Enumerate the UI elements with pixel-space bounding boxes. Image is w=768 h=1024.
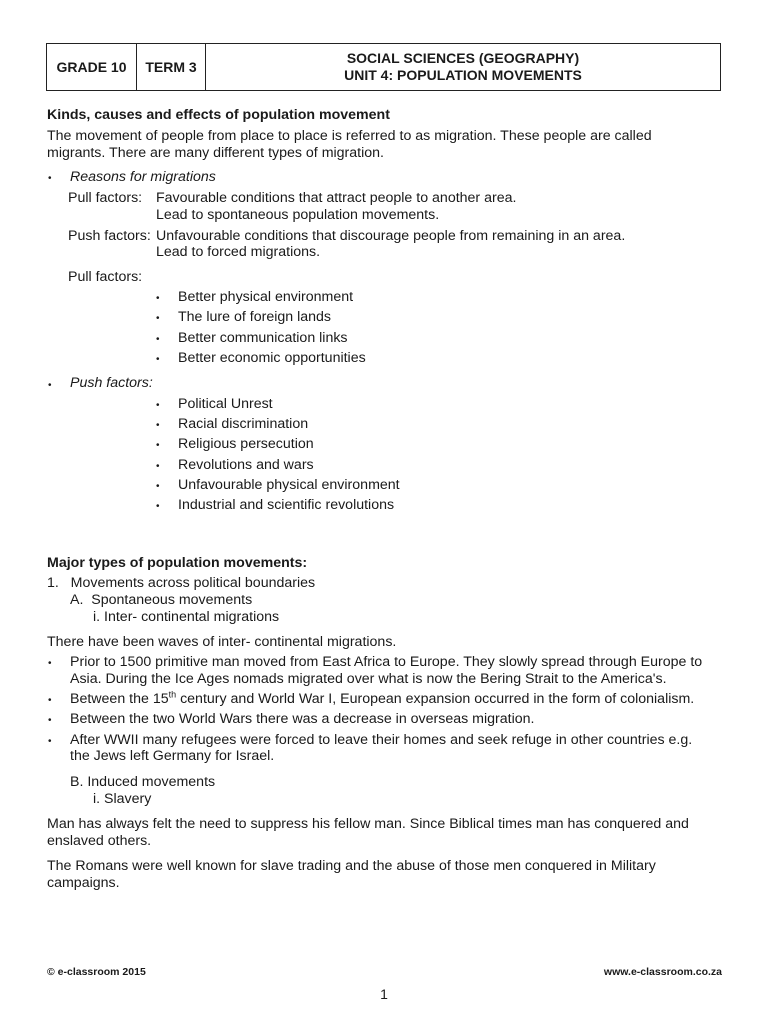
footer-copyright: © e-classroom 2015: [47, 966, 146, 978]
list-item: Political Unrest: [178, 396, 273, 412]
pull-label: Pull factors:: [68, 190, 143, 206]
pull-definition-1: Favourable conditions that attract people to another area.: [156, 190, 517, 206]
paragraph1-line1: Man has always felt the need to suppress his fellow man. Since Biblical times man has conquered and: [47, 816, 689, 832]
list-item: Revolutions and wars: [178, 457, 314, 473]
bullet4-line2: the Jews left Germany for Israel.: [70, 748, 275, 764]
bullet-icon: •: [48, 695, 52, 706]
item-a: A. Spontaneous movements: [70, 592, 253, 608]
list-item: Better communication links: [178, 330, 348, 346]
bullet1-line2: Asia. During the Ice Ages nomads migrated over what is now the Bering Strait to the America's.: [70, 671, 667, 687]
item-b-i: i. Slavery: [93, 791, 152, 807]
header-table: [46, 43, 721, 91]
grade-cell: GRADE 10: [47, 44, 137, 90]
intro-line-2: migrants. There are many different types of migration.: [47, 145, 384, 161]
bullet2: [70, 691, 694, 708]
bullet-icon: •: [156, 440, 160, 451]
list-item: Racial discrimination: [178, 416, 309, 432]
bullet-icon: •: [156, 354, 160, 365]
bullet4-line1: After WWII many refugees were forced to leave their homes and seek refuge in other countries e.g.: [70, 732, 693, 748]
section1-heading: Kinds, causes and effects of population movement: [47, 107, 390, 123]
item-b: B. Induced movements: [70, 774, 216, 790]
bullet-icon: •: [48, 736, 52, 747]
paragraph1-line2: enslaved others.: [47, 833, 152, 849]
bullet-icon: •: [48, 715, 52, 726]
bullet-icon: •: [48, 658, 52, 669]
bullet-icon: •: [156, 334, 160, 345]
bullet1-line1: Prior to 1500 primitive man moved from East Africa to Europe. They slowly spread through Europe to: [70, 654, 703, 670]
list-item: Better economic opportunities: [178, 350, 366, 366]
push-list-label: Push factors:: [70, 375, 153, 391]
paragraph2-line2: campaigns.: [47, 875, 120, 891]
list-item: Unfavourable physical environment: [178, 477, 400, 493]
bullet-icon: •: [156, 293, 160, 304]
section2-heading: Major types of population movements:: [47, 555, 308, 571]
list-item: Religious persecution: [178, 436, 314, 452]
subject-title: SOCIAL SCIENCES (GEOGRAPHY): [346, 50, 580, 66]
waves-text: There have been waves of inter- continental migrations.: [47, 634, 397, 650]
bullet-icon: •: [156, 461, 160, 472]
item-1: 1. Movements across political boundaries: [47, 575, 316, 591]
list-item: The lure of foreign lands: [178, 309, 332, 325]
bullet-icon: •: [48, 380, 52, 391]
pull-list-label: Pull factors:: [68, 269, 143, 285]
bullet-icon: •: [48, 173, 52, 184]
footer-website: www.e-classroom.co.za: [603, 966, 722, 978]
term-cell: TERM 3: [137, 44, 206, 90]
bullet-icon: •: [156, 313, 160, 324]
bullet3: Between the two World Wars there was a decrease in overseas migration.: [70, 711, 535, 727]
bullet2-sup: th: [168, 689, 177, 700]
subject-cell: [206, 44, 720, 90]
list-item: Industrial and scientific revolutions: [178, 497, 395, 513]
list-item: Better physical environment: [178, 289, 354, 305]
push-label: Push factors:: [68, 228, 151, 244]
item-a-i: i. Inter- continental migrations: [93, 609, 280, 625]
push-definition-1: Unfavourable conditions that discourage people from remaining in an area.: [156, 228, 626, 244]
bullet2-pre: Between the 15: [70, 691, 169, 707]
page-number: 1: [380, 986, 388, 1002]
unit-title: UNIT 4: POPULATION MOVEMENTS: [344, 67, 582, 83]
intro-line-1: The movement of people from place to place is referred to as migration. These people are called: [47, 128, 652, 144]
reasons-label: Reasons for migrations: [70, 169, 216, 185]
push-definition-2: Lead to forced migrations.: [156, 244, 321, 260]
bullet-icon: •: [156, 481, 160, 492]
bullet2-post: century and World War I, European expansion occurred in the form of colonialism.: [180, 691, 695, 707]
bullet-icon: •: [156, 420, 160, 431]
bullet-icon: •: [156, 400, 160, 411]
pull-definition-2: Lead to spontaneous population movements.: [156, 207, 440, 223]
paragraph2-line1: The Romans were well known for slave trading and the abuse of those men conquered in Military: [47, 858, 656, 874]
bullet-icon: •: [156, 501, 160, 512]
